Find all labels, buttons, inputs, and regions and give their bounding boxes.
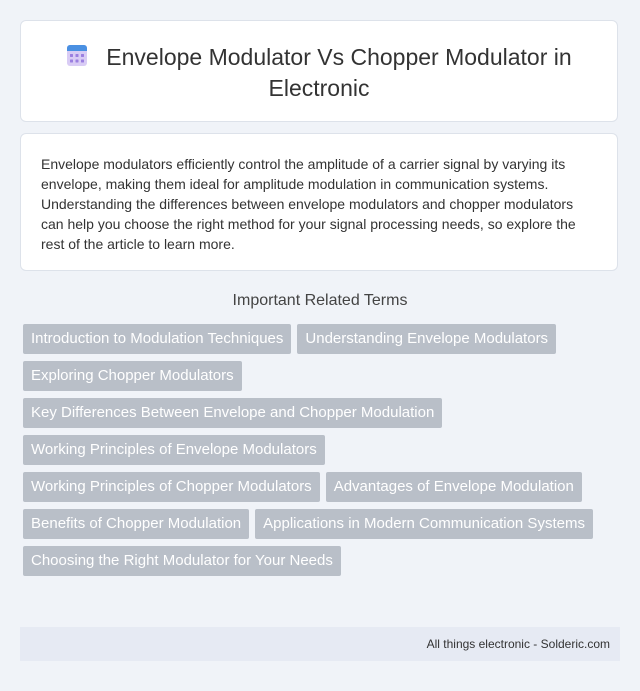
related-term-tag[interactable]: Benefits of Chopper Modulation — [23, 509, 249, 539]
related-term-tag[interactable]: Introduction to Modulation Techniques — [23, 324, 291, 354]
related-term-tag[interactable]: Advantages of Envelope Modulation — [326, 472, 582, 502]
footer-credit: All things electronic - Solderic.com — [426, 637, 610, 651]
related-terms-list — [23, 324, 603, 576]
footer — [20, 627, 620, 661]
intro-paragraph: Envelope modulators efficiently control the amplitude of a carrier signal by varying its envelope, making them ideal for amplitude modulation in communication systems. Understanding the differences between envelope modulators and chopper modulators can help you choose the right method for your signal processing needs, so explore the rest of the article to learn more. — [41, 156, 576, 252]
calendar-icon — [66, 43, 88, 74]
related-term-tag[interactable]: Applications in Modern Communication Systems — [255, 509, 593, 539]
related-term-tag[interactable]: Understanding Envelope Modulators — [297, 324, 556, 354]
related-terms-heading: Important Related Terms — [232, 292, 408, 309]
related-term-tag[interactable]: Key Differences Between Envelope and Chopper Modulation — [23, 398, 442, 428]
related-term-tag[interactable]: Choosing the Right Modulator for Your Needs — [23, 546, 341, 576]
page-title-text: Envelope Modulator Vs Chopper Modulator in Electronic — [106, 44, 572, 101]
related-term-tag[interactable]: Working Principles of Envelope Modulators — [23, 435, 325, 465]
intro-card — [20, 133, 618, 271]
page-title — [21, 43, 617, 103]
related-term-tag[interactable]: Working Principles of Chopper Modulators — [23, 472, 320, 502]
title-card — [20, 20, 618, 122]
related-term-tag[interactable]: Exploring Chopper Modulators — [23, 361, 242, 391]
